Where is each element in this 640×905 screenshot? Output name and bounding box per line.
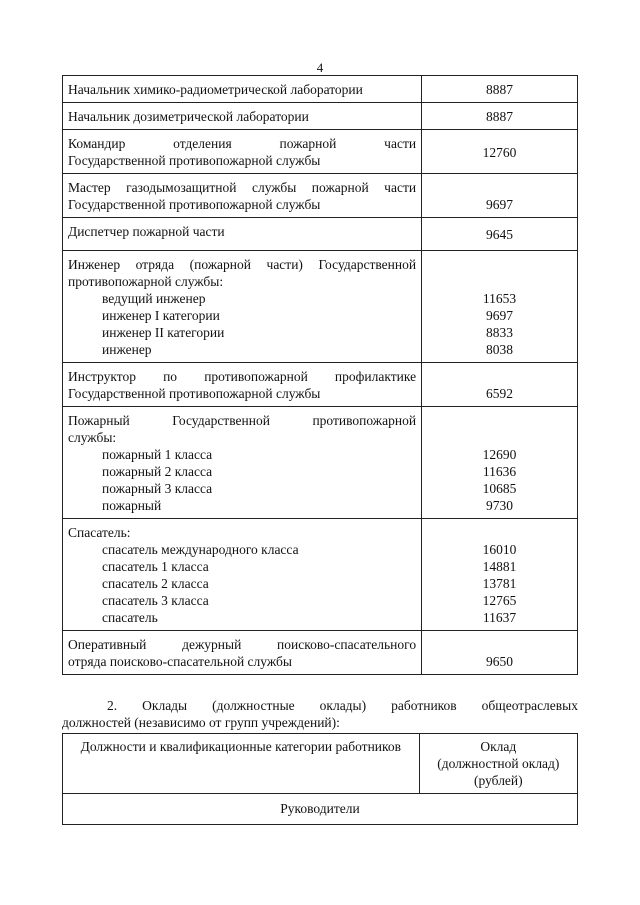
position-name-line: Государственной противопожарной службы [68,153,321,168]
position-name-line: Спасатель: [68,525,131,540]
table-row [63,363,578,407]
table-row [63,631,578,675]
sub-position: ведущий инженер [102,291,206,306]
salary-value: 13781 [482,576,517,591]
salary-value: 14881 [482,559,517,574]
sub-position: пожарный 2 класса [102,464,213,479]
position-name [63,519,422,631]
table-header-row [63,734,578,794]
sub-position: спасатель 3 класса [102,593,209,608]
position-name: Начальник химико-радиометрической лаборатории [63,76,422,103]
section-2-line: должностей (независимо от групп учреждений): [62,715,340,730]
position-name-line: службы: [68,430,117,445]
position-name [63,251,422,363]
section-2-line: 2. Оклады (должностные оклады) работников общеотраслевых [107,698,578,713]
salary-value: 11636 [482,464,517,479]
salary-values [422,519,578,631]
salary-value: 11637 [482,610,517,625]
salary-value: 12690 [482,447,517,462]
table-row [63,407,578,519]
sub-position: инженер [102,342,152,357]
column-header-line: (должностной оклад) [437,756,560,771]
salary-value: 9730 [486,498,514,513]
position-name [63,407,422,519]
sub-position: спасатель 2 класса [102,576,209,591]
table-row [63,174,578,218]
position-name [63,130,422,174]
salary-value: 10685 [482,481,517,496]
position-name [63,363,422,407]
table-row [63,794,578,825]
salary-values [422,407,578,519]
salary-value: 9645 [422,218,578,251]
sub-position: спасатель [102,610,158,625]
sub-position: инженер I категории [102,308,220,323]
position-name-line: Государственной противопожарной службы [68,197,321,212]
salary-value: 9650 [422,631,578,675]
position-name: Диспетчер пожарной части [63,218,422,251]
salary-value: 9697 [422,174,578,218]
column-header-position: Должности и квалификационные категории работников [63,734,420,794]
position-name [63,631,422,675]
table-row [63,103,578,130]
position-name-line: Командир отделения пожарной части [68,136,417,151]
salary-values [422,251,578,363]
table-row [63,218,578,251]
table-row [63,76,578,103]
column-header-line: Оклад [480,739,517,754]
sub-position: пожарный 3 класса [102,481,213,496]
column-header-line: (рублей) [474,773,523,788]
position-name-line: Инструктор по противопожарной профилактике [68,369,417,384]
section-2-heading [62,697,578,731]
position-name-line: Мастер газодымозащитной службы пожарной части [68,180,417,195]
position-name-line: Государственной противопожарной службы [68,386,321,401]
salary-value: 6592 [422,363,578,407]
table-row [63,130,578,174]
salary-value: 12760 [422,130,578,174]
sub-position: спасатель международного класса [102,542,299,557]
salary-value: 8887 [422,76,578,103]
position-name-line: отряда поисково-спасательной службы [68,654,292,669]
column-header-salary [419,734,577,794]
sub-position: спасатель 1 класса [102,559,209,574]
salary-table-1 [62,75,578,675]
salary-value: 9697 [486,308,514,323]
salary-table-2 [62,733,578,825]
position-name-line: противопожарной службы: [68,274,224,289]
table-row [63,251,578,363]
group-heading: Руководители [63,794,578,825]
position-name [63,174,422,218]
sub-position: инженер II категории [102,325,225,340]
salary-value: 12765 [482,593,517,608]
table-row [63,519,578,631]
position-name-line: Пожарный Государственной противопожарной [68,413,417,428]
salary-value: 8833 [486,325,514,340]
salary-value: 8038 [486,342,514,357]
position-name-line: Оперативный дежурный поисково-спасательного [68,637,417,652]
sub-position: пожарный [102,498,162,513]
position-name: Начальник дозиметрической лаборатории [63,103,422,130]
page-number: 4 [316,60,324,75]
salary-value: 11653 [482,291,517,306]
salary-value: 16010 [482,542,517,557]
salary-value: 8887 [422,103,578,130]
position-name-line: Инженер отряда (пожарной части) Государственной [68,257,417,272]
sub-position: пожарный 1 класса [102,447,213,462]
